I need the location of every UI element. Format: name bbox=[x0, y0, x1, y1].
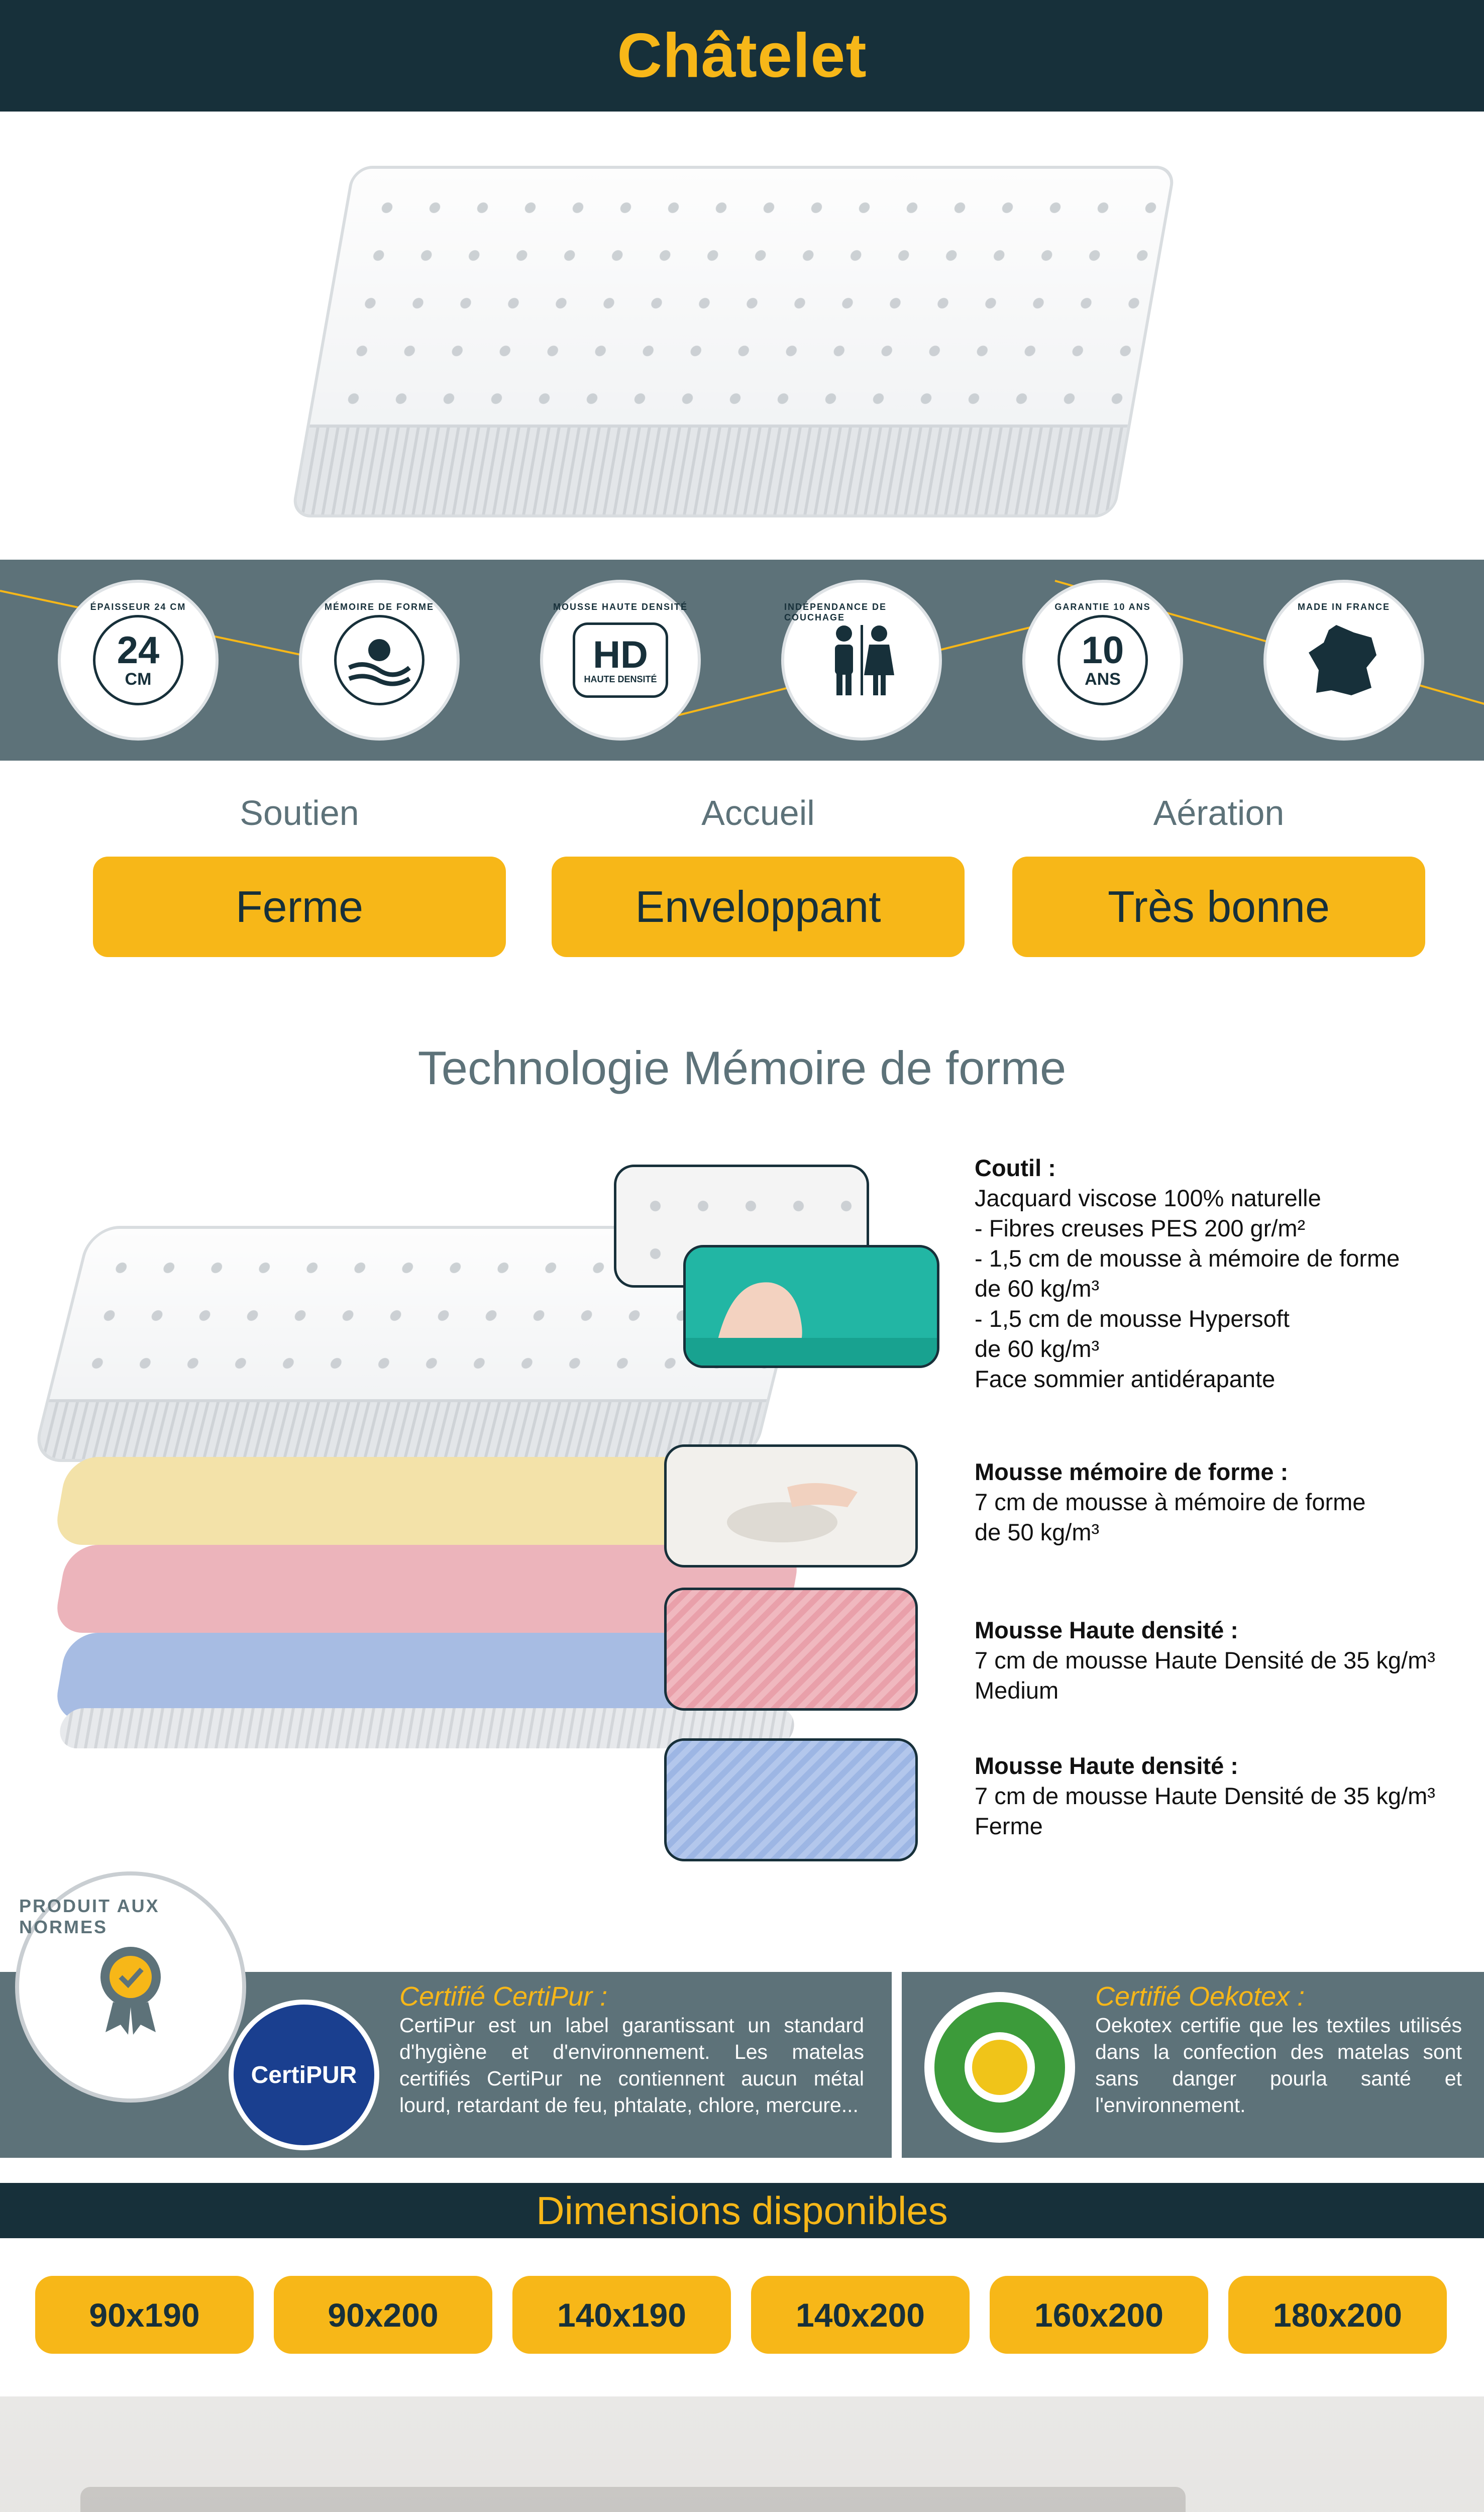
page-header bbox=[0, 0, 1484, 112]
headboard bbox=[80, 2487, 1186, 2512]
technology-title: Technologie Mémoire de forme bbox=[417, 1041, 1067, 1094]
hd-medium-description: Mousse Haute densité : 7 cm de mousse Haute Densité de 35 kg/m³ Medium bbox=[975, 1617, 1435, 1704]
mattress-side-panel bbox=[294, 425, 1128, 514]
oekotex-text: Oekotex certifie que les textiles utilisés dans la confection des matelas sont sans danger pourla santé et l'environnement. bbox=[1095, 2014, 1462, 2117]
page-title: Châtelet bbox=[617, 21, 867, 90]
warranty-badge: GARANTIE 10 ANS 10 ANS bbox=[1022, 580, 1183, 741]
dimensions-title: Dimensions disponibles bbox=[536, 2188, 948, 2233]
hd-ferme-description: Mousse Haute densité : 7 cm de mousse Haute Densité de 35 kg/m³ Ferme bbox=[975, 1752, 1435, 1839]
memory-foam-icon bbox=[334, 615, 425, 705]
certipur-text: CertiPur est un label garantissant un standard d'hygiène et d'environnement. Les matelas certifiés CertiPur ne contiennent aucun métal lourd, retardant de feu, phtalate, chlore, mercure... bbox=[399, 2014, 864, 2117]
rating-value-accueil: Enveloppant bbox=[552, 857, 965, 957]
mattress-side-panel bbox=[35, 1399, 767, 1459]
rating-value-soutien: Ferme bbox=[93, 857, 506, 957]
high-density-icon: HD HAUTE DENSITÉ bbox=[573, 622, 668, 698]
warranty-icon: 10 ANS bbox=[1057, 615, 1148, 705]
medal-icon bbox=[80, 1937, 181, 2037]
independence-icon bbox=[816, 615, 907, 705]
rating-label-aeration: Aération bbox=[1153, 793, 1285, 832]
oekotex-title: Certifié Oekotex : bbox=[1095, 1981, 1305, 2012]
hero-mattress-image bbox=[290, 166, 1176, 517]
france-map-icon bbox=[1299, 615, 1389, 705]
coutil-description: Coutil : Jacquard viscose 100% naturelle - Fibres creuses PES 200 gr/m² - 1,5 cm de mousse à mémoire de forme de 60 kg/m³ - 1,5 cm de mousse Hypersoft de 60 kg/m³ Face sommier antidérapante bbox=[975, 1155, 1400, 1392]
feature-band bbox=[0, 560, 1484, 761]
made-in-france-badge: MADE IN FRANCE bbox=[1263, 580, 1424, 741]
norms-badge: PRODUIT AUX NORMES bbox=[15, 1871, 246, 2103]
size-option-90x190[interactable]: 90x190 bbox=[35, 2276, 254, 2354]
size-option-90x200[interactable]: 90x200 bbox=[274, 2276, 492, 2354]
high-density-badge: MOUSSE HAUTE DENSITÉ HD HAUTE DENSITÉ bbox=[540, 580, 701, 741]
bedroom-photo bbox=[0, 2396, 1484, 2512]
oekotex-logo bbox=[924, 1992, 1075, 2143]
independence-badge: INDÉPENDANCE DE COUCHAGE bbox=[781, 580, 942, 741]
memory-foam-thumbnail bbox=[664, 1444, 918, 1567]
dimensions-header bbox=[0, 2183, 1484, 2238]
rating-value-aeration: Très bonne bbox=[1012, 857, 1425, 957]
size-option-140x200[interactable]: 140x200 bbox=[751, 2276, 970, 2354]
size-option-180x200[interactable]: 180x200 bbox=[1228, 2276, 1447, 2354]
rating-label-soutien: Soutien bbox=[240, 793, 359, 832]
certipur-logo: CertiPUR bbox=[229, 2000, 379, 2150]
size-option-140x190[interactable]: 140x190 bbox=[512, 2276, 731, 2354]
hd-ferme-thumbnail bbox=[664, 1738, 918, 1861]
rating-label-accueil: Accueil bbox=[701, 793, 815, 832]
certipur-title: Certifié CertiPur : bbox=[399, 1981, 608, 2012]
size-option-160x200[interactable]: 160x200 bbox=[990, 2276, 1208, 2354]
thickness-badge: ÉPAISSEUR 24 CM 24 CM bbox=[58, 580, 219, 741]
hd-medium-thumbnail bbox=[664, 1588, 918, 1711]
thickness-icon: 24 CM bbox=[93, 615, 183, 705]
foam-hand-thumbnail bbox=[683, 1245, 939, 1368]
memory-foam-badge: MÉMOIRE DE FORME bbox=[299, 580, 460, 741]
memoire-description: Mousse mémoire de forme : 7 cm de mousse à mémoire de forme de 50 kg/m³ bbox=[975, 1458, 1366, 1545]
oekotex-panel bbox=[902, 1972, 1484, 2158]
